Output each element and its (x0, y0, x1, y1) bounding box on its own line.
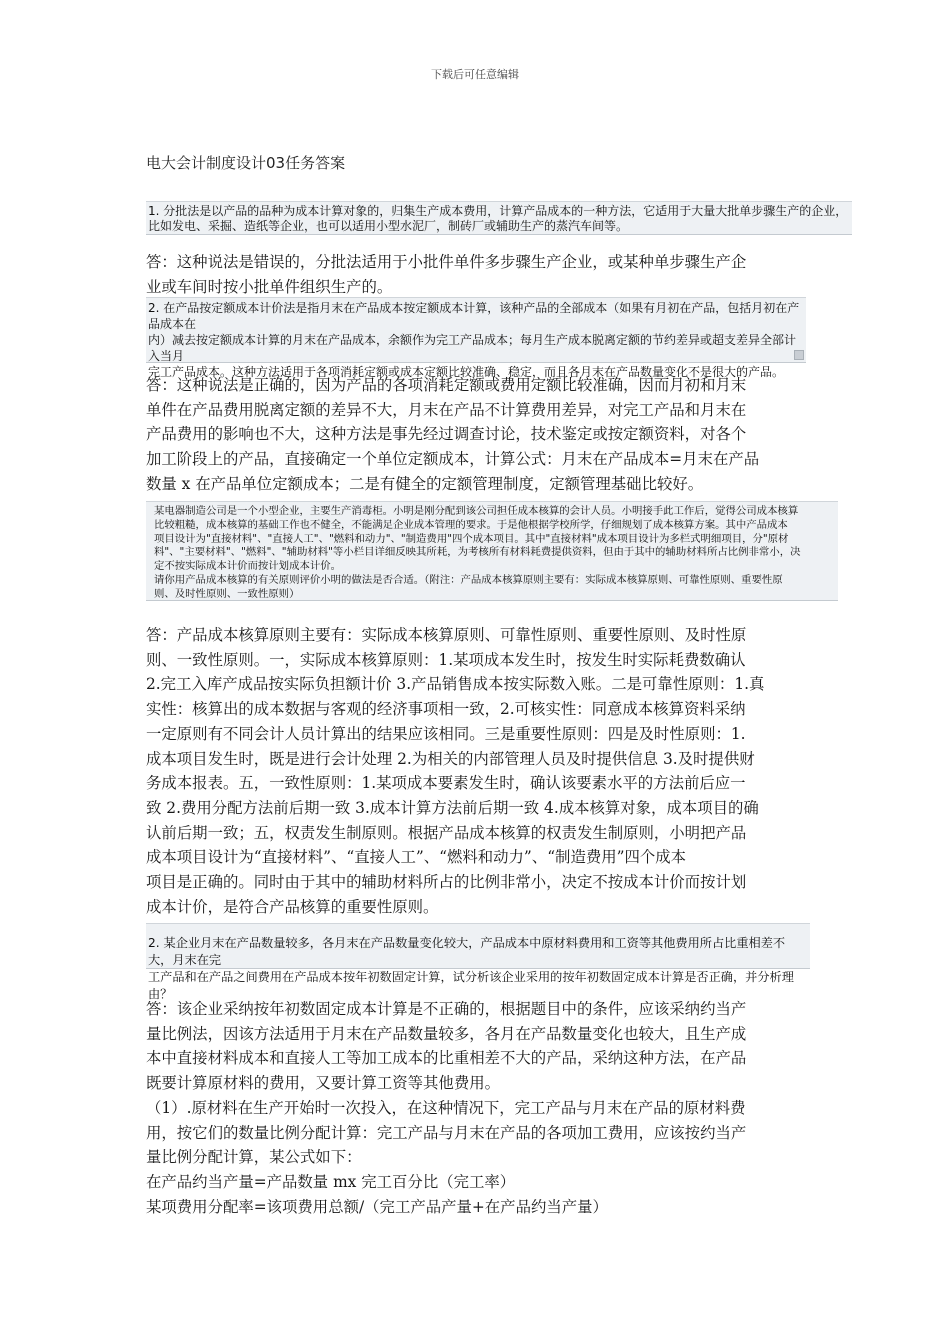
question-image-2 (146, 297, 806, 379)
scroll-corner-icon (794, 350, 804, 360)
question-image-1 (146, 201, 852, 235)
question-image-4 (146, 923, 810, 1001)
answer-paragraph-1: 答：这种说法是错误的，分批法适用于小批件单件多步骤生产企业，或某种单步骤生产企 业或车间时按小批单件组织生产的。 (146, 253, 747, 296)
document-title: 电大会计制度设计03任务答案 (146, 154, 346, 172)
answer-paragraph-3: 答：产品成本核算原则主要有：实际成本核算原则、可靠性原则、重要性原则、及时性原 则、一致性原则。一，实际成本核算原则：1.某项成本发生时，按发生时实际耗费数确认 2.完工入库产成品按实际负担额计价 3.产品销售成本按实际数入账。二是可靠性原则：1.真 实性：核算出的成本数据与客观的经济事项相一致，2.可核实性：同意成本核算资料采纳 一定原则有不同会计人员计算出的结果应该相同。三是重要性原则：四是及时性原则：1. 成本项目发生时，既是进行会计处理 2.为相关的内部管理人员及时提供信息 3.及时提供财 务成本报表。五，一致性原则：1.某项成本要素发生时，确认该要素水平的方法前后应一 致 2.费用分配方法前后期一致 3.成本计算方法前后期一致 4.成本核算对象，成本项目的确 认前后期一致；五，权责发生制原则。根据产品成本核算的权责发生制原则，小明把产品 成本项目设计为“直接材料”、“直接人工”、“燃料和动力”、“制造费用”四个成本 项目是正确的。同时由于其中的辅助材料所占的比例非常小，决定不按成本计价而按计划 成本计价，是符合产品核算的重要性原则。 (146, 626, 765, 916)
question-text: 2. 某企业月末在产品数量较多，各月末在产品数量变化较大，产品成本中原材料费用和工资等其他费用所占比重相差不大，月末在完 工产品和在产品之间费用在产品成本按年初数固定计算，试分析该企业采用的按年初数固定成本计算是否正确，并分析理由？ (148, 936, 794, 1001)
answer-paragraph-2: 答：这种说法是正确的，因为产品的各项消耗定额或费用定额比较准确，因而月初和月末 单件在产品费用脱离定额的差异不大，月末在产品不计算费用差异，对完工产品和月末在 产品费用的影响也不大，这种方法是事先经过调查讨论，技术鉴定或按定额资料，对各个 加工阶段上的产品，直接确定一个单位定额成本，计算公式：月末在产品成本=月末在产品 数量 x 在产品单位定额成本；二是有健全的定额管理制度，定额管理基础比较好。 (146, 376, 760, 493)
question-text: 某电器制造公司是一个小型企业，主要生产消毒柜。小明是刚分配到该公司担任成本核算的会计人员。小明接手此工作后，觉得公司成本核算 比较粗糙，成本核算的基础工作也不健全，不能满足企业成本管理的要求。于是他根据学校所学，仔细规划了成本核算方案。其中产品成本 项目设计为"直接材料"、"直接人工"、"燃料和动力"、"制造费用"四个成本项目。其中"直接材料"成本项目设计为多栏式明细项目，分"原材 料"、"主要材料"、"燃料"、"辅助材料"等小栏目详细反映其所耗，为考核所有材料耗费提供资料，但由于其中的辅助材料所占比例非常小，决 定不按实际成本计价而按计划成本计价。 请你用产品成本核算的有关原则评价小明的做法是否合适。（附注：产品成本核算原则主要有：实际成本核算原则、可靠性原则、重要性原 则、及时性原则、一致性原则） (154, 505, 801, 600)
question-text: 1. 分批法是以产品的品种为成本计算对象的，归集生产成本费用，计算产品成本的一种方法，它适用于大量大批单步骤生产的企业， 比如发电、采掘、造纸等企业，也可以适用小型水泥厂，制砖厂或辅助生产的蒸汽车间等。 (148, 204, 848, 233)
question-text: 2. 在产品按定额成本计价法是指月末在产品成本按定额成本计算，该种产品的全部成本（如果有月初在产品，包括月初在产品成本在 内）减去按定额成本计算的月末在产品成本，余额作为完工产品成本；每月生产成本脱离定额的节约差异或超支差异全部计入当月 完工产品成本。这种方法适用于各项消耗定额或成本定额比较准确、稳定，而且各月末在产品数量变化不是很大的产品。 (148, 301, 800, 379)
answer-paragraph-4: 答：该企业采纳按年初数固定成本计算是不正确的，根据题目中的条件，应该采纳约当产 量比例法，因该方法适用于月末在产品数量较多，各月在产品数量变化也较大，且生产成 本中直接材料成本和直接人工等加工成本的比重相差不大的产品，采纳这种方法，在产品 既要计算原材料的费用，又要计算工资等其他费用。 （1）.原材料在生产开始时一次投入，在这种情况下，完工产品与月末在产品的原材料费 用，按它们的数量比例分配计算：完工产品与月末在产品的各项加工费用，应该按约当产 量比例分配计算，某公式如下： 在产品约当产量=产品数量 mx 完工百分比（完工率） 某项费用分配率=该项费用总额/（完工产品产量+在产品约当产量） (146, 1000, 747, 1216)
question-image-3 (146, 501, 838, 601)
header-note: 下载后可任意编辑 (431, 68, 519, 81)
